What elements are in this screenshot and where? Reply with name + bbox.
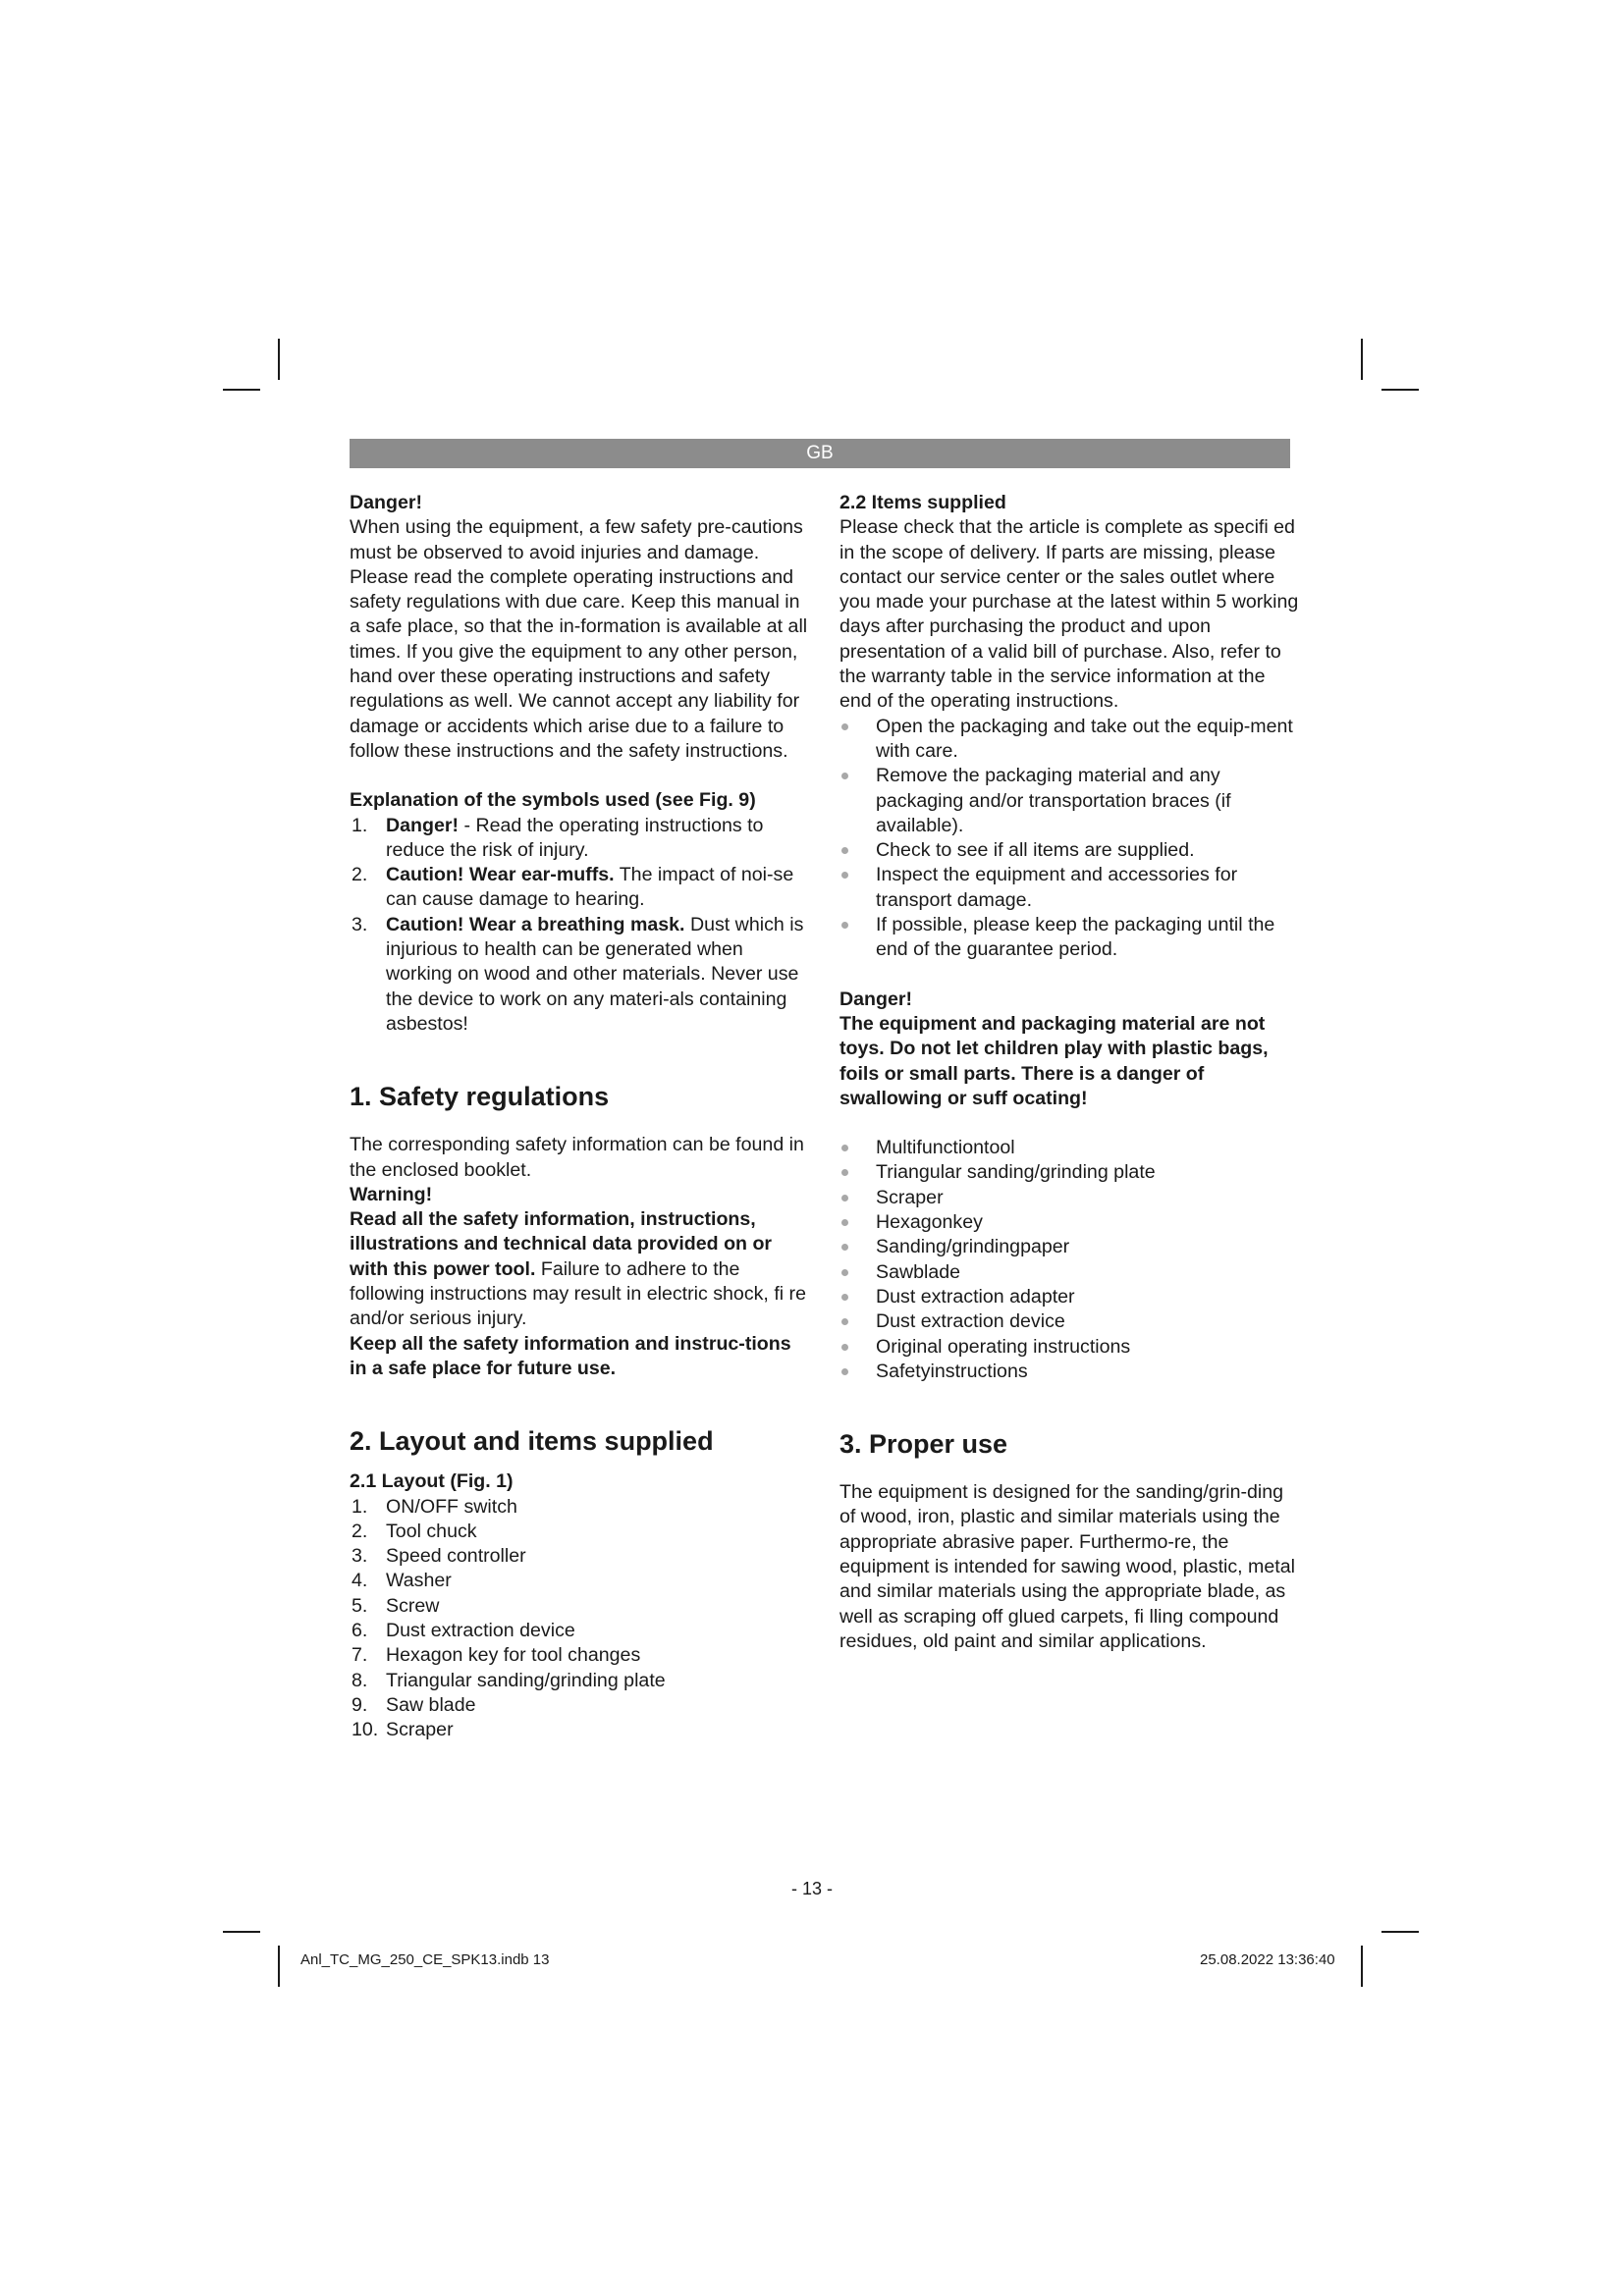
list-item: 3. Caution! Wear a breathing mask. Dust which is injurious to health can be generated when working on wood and other materials. Never use the device to work on any materi-als containing asbestos!: [352, 913, 804, 1035]
list-item: 5. Screw: [352, 1594, 440, 1617]
section-heading-layout: 2. Layout and items supplied: [350, 1426, 714, 1457]
list-item: Scraper: [839, 1186, 1301, 1210]
list-item: 7. Hexagon key for tool changes: [352, 1644, 641, 1667]
items-supplied-paragraph: Please check that the article is complete as specifi ed in the scope of delivery. If parts are missing, please contact our service center or the sales outlet where you made your purchase at the latest within 5 working days after purchasing the product and upon presentation of a valid bill of purchase. Also, refer to the warranty table in the service information at the end of the operating instructions.: [839, 516, 1299, 713]
list-item: Remove the packaging material and any packaging and/or transportation braces (if available).: [839, 764, 1301, 838]
section-heading-proper-use: 3. Proper use: [839, 1429, 1008, 1460]
list-item: 4. Washer: [352, 1570, 452, 1592]
list-item: Sawblade: [839, 1260, 1301, 1285]
danger-title: Danger!: [350, 492, 423, 513]
crop-mark: [1381, 1931, 1419, 1933]
crop-mark: [223, 1931, 260, 1933]
list-item: 10. Scraper: [352, 1719, 454, 1741]
layout-list: [350, 1495, 811, 1743]
list-item: Triangular sanding/grinding plate: [839, 1160, 1301, 1185]
list-item: Open the packaging and take out the equip-ment with care.: [839, 715, 1301, 765]
list-item: 2. Caution! Wear ear-muffs. The impact of noi-se can cause damage to hearing.: [352, 864, 794, 911]
list-item: 2. Tool chuck: [352, 1520, 477, 1542]
list-item: Dust extraction adapter: [839, 1285, 1301, 1309]
list-item: Check to see if all items are supplied.: [839, 838, 1301, 863]
list-item: Sanding/grindingpaper: [839, 1235, 1301, 1259]
list-item: 9. Saw blade: [352, 1693, 476, 1716]
symbols-title: Explanation of the symbols used (see Fig. 9): [350, 789, 756, 812]
list-item: Safetyinstructions: [839, 1360, 1301, 1384]
list-item: 1. ON/OFF switch: [352, 1495, 517, 1518]
steps-list: [839, 715, 1301, 963]
list-item: 6. Dust extraction device: [352, 1619, 575, 1641]
danger-paragraph-right: The equipment and packaging material are not toys. Do not let children play with plastic bags, foils or small parts. There is a danger of swallowing or suff ocating!: [839, 1012, 1269, 1109]
items-supplied-title: 2.2 Items supplied: [839, 492, 1006, 513]
crop-mark: [278, 1946, 280, 1987]
safety-paragraph: The corresponding safety information can be found in the enclosed booklet.: [350, 1134, 804, 1181]
crop-mark: [1361, 339, 1363, 380]
crop-mark: [223, 389, 260, 391]
crop-mark: [1361, 1946, 1363, 1987]
section-heading-safety: 1. Safety regulations: [350, 1082, 610, 1112]
list-item: 1. Danger! - Read the operating instructions to reduce the risk of injury.: [352, 814, 764, 861]
warning-paragraph: Read all the safety information, instructions, illustrations and technical data provided on or with this power tool. Failure to adhere to the following instructions may result in electric shock, fi re and/or serious injury.: [350, 1208, 806, 1330]
symbols-list: [350, 814, 811, 1038]
danger-title-right: Danger!: [839, 988, 913, 1010]
list-item: 8. Triangular sanding/grinding plate: [352, 1669, 666, 1691]
warning-title: Warning!: [350, 1183, 433, 1205]
list-item: Dust extraction device: [839, 1309, 1301, 1334]
list-item: Original operating instructions: [839, 1335, 1301, 1360]
danger-paragraph: When using the equipment, a few safety pre-cautions must be observed to avoid injuries and damage. Please read the complete operating instructions and safety regulations with due care. Keep this manual in a safe place, so that the in-formation is available at all times. If you give the equipment to any other person, hand over these operating instructions and safety regulations as well. We cannot accept any liability for damage or accidents which arise due to a failure to follow these instructions and the safety instructions.: [350, 516, 808, 762]
right-column: [839, 491, 1301, 1654]
list-item: Inspect the equipment and accessories for transport damage.: [839, 863, 1301, 913]
supplied-items-list: [839, 1136, 1301, 1384]
keep-paragraph: Keep all the safety information and instruc-tions in a safe place for future use.: [350, 1332, 791, 1379]
crop-mark: [278, 339, 280, 380]
left-column: [350, 491, 811, 1742]
footer-datetime: 25.08.2022 13:36:40: [1200, 1951, 1335, 1968]
list-item: 3. Speed controller: [352, 1545, 526, 1568]
page-number: - 13 -: [790, 1879, 833, 1898]
list-item: Hexagonkey: [839, 1210, 1301, 1235]
list-item: Multifunctiontool: [839, 1136, 1301, 1160]
layout-subheading: 2.1 Layout (Fig. 1): [350, 1470, 514, 1493]
language-header-bar: GB: [350, 439, 1290, 468]
proper-use-paragraph: The equipment is designed for the sanding/grin-ding of wood, iron, plastic and similar materials using the appropriate abrasive paper. Furthermo-re, the equipment is intended for sawing wood, plastic, metal and similar materials using the appropriate blade, as well as scraping off glued carpets, fi lling compound residues, old paint and similar applications.: [839, 1481, 1295, 1652]
list-item: If possible, please keep the packaging until the end of the guarantee period.: [839, 913, 1301, 963]
crop-mark: [1381, 389, 1419, 391]
footer-filename: Anl_TC_MG_250_CE_SPK13.indb 13: [300, 1951, 550, 1968]
